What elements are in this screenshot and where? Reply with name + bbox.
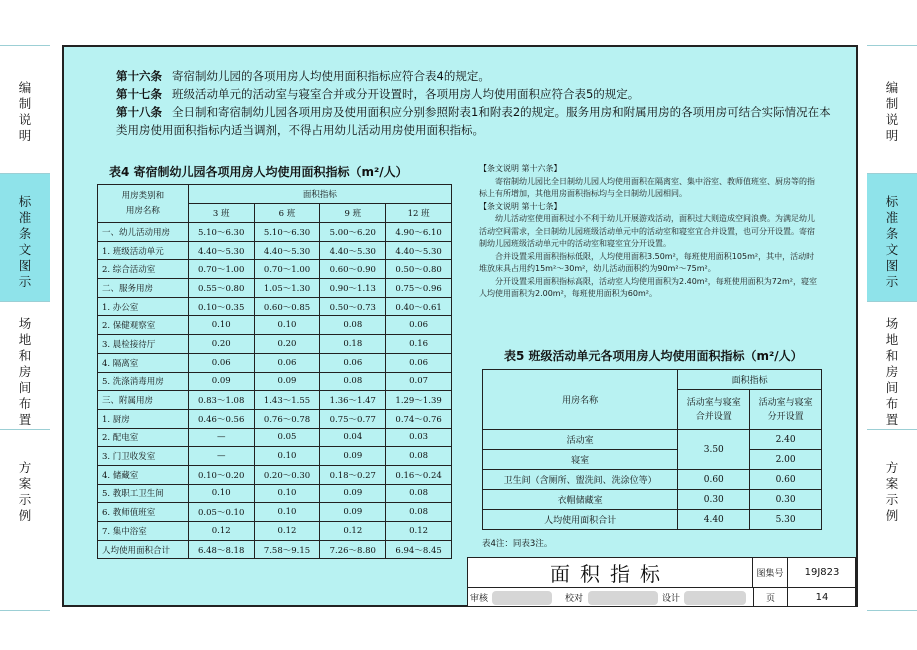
table4-row-name: 4. 储藏室 [98, 465, 189, 484]
table-row [98, 223, 452, 242]
table4-cell: 1.05～1.30 [254, 279, 320, 298]
review-signature [492, 591, 552, 605]
nav-char: 文 [885, 242, 899, 257]
table-row [98, 297, 452, 316]
table-row [98, 391, 452, 410]
table4-cell: 0.16 [386, 335, 452, 354]
nav-section-intro-right[interactable] [867, 45, 917, 173]
nav-char: 间 [885, 380, 899, 395]
nav-char: 编 [18, 80, 32, 95]
table-row [98, 484, 452, 503]
table4-row-name: 2. 保健观察室 [98, 316, 189, 335]
table4-cell: 0.10 [254, 484, 320, 503]
nav-char: 例 [885, 508, 899, 523]
nav-char: 标 [885, 194, 899, 209]
table4-cell: 0.70～1.00 [254, 260, 320, 279]
table-row [98, 353, 452, 372]
table4-cell: 1.43～1.55 [254, 391, 320, 410]
table4-cell: 0.83～1.08 [188, 391, 254, 410]
clause-16: 第十六条 寄宿制幼儿园的各项用房人均使用面积指标应符合表4的规定。 [116, 69, 490, 83]
nav-char: 文 [18, 242, 32, 257]
table4-cell: 0.76～0.78 [254, 409, 320, 428]
nav-section-intro[interactable] [0, 45, 50, 173]
table4-cell: 0.18 [320, 335, 386, 354]
table4-row-name: 3. 晨检接待厅 [98, 335, 189, 354]
table-row [98, 447, 452, 466]
nav-char: 和 [885, 348, 899, 363]
table4-cell: 0.75～0.96 [386, 279, 452, 298]
nav-char: 房 [18, 364, 32, 379]
table4-cell: 0.12 [320, 522, 386, 541]
page-number: 14 [815, 592, 829, 603]
table4-cell: 0.12 [254, 522, 320, 541]
table5-group-header: 面积指标 [678, 370, 822, 390]
table-row: 人均使用面积合计 4.40 5.30 [483, 510, 822, 530]
table-row [98, 409, 452, 428]
table4-cell: 0.10～0.20 [188, 465, 254, 484]
design-signature [684, 591, 746, 605]
table4-cell: 0.07 [386, 372, 452, 391]
table4-row-name: 3. 门卫收发室 [98, 447, 189, 466]
side-nav-right [867, 45, 917, 611]
nav-char: 说 [885, 112, 899, 127]
table4-cell: 0.50～0.80 [386, 260, 452, 279]
nav-char: 示 [885, 492, 899, 507]
table-row [98, 260, 452, 279]
table4-cell: 4.90～6.10 [386, 223, 452, 242]
nav-char: 地 [18, 332, 32, 347]
design-label: 设计 [661, 594, 680, 604]
page-label: 页 [753, 588, 788, 607]
atlas-label: 图集号 [753, 558, 788, 588]
nav-section-examples-right[interactable] [867, 429, 917, 611]
table4-row-name: 一、幼儿活动用房 [98, 223, 189, 242]
table4-cell: 0.75～0.77 [320, 409, 386, 428]
table4-cell: 0.20～0.30 [254, 465, 320, 484]
table4-cell: 0.74～0.76 [386, 409, 452, 428]
table4-cell: 0.50～0.73 [320, 297, 386, 316]
clause-18: 第十八条 全日制和寄宿制幼儿园各项用房及使用面积应分别参照附表1和附表2的规定。服务用房和附属用房的各项用房可结合实际情况在本类用房使用面积指标内适当调剂，不得占用幼儿活动用房使用面积指标。 [116, 105, 831, 137]
nav-section-standard-right[interactable] [867, 173, 917, 301]
table4-cell: 0.70～1.00 [188, 260, 254, 279]
table4 [97, 184, 452, 559]
clauses-block [116, 67, 836, 139]
table4-cell: 0.06 [254, 353, 320, 372]
nav-char: 方 [18, 460, 32, 475]
table4-cell: — [188, 447, 254, 466]
table4-row-name: 5. 洗涤消毒用房 [98, 372, 189, 391]
nav-char: 明 [18, 128, 32, 143]
table4-cell: 0.10～0.35 [188, 297, 254, 316]
table4-cell: 5.10～6.30 [188, 223, 254, 242]
nav-char: 置 [18, 412, 32, 427]
table4-cell: 0.20 [254, 335, 320, 354]
note-paragraph: 合并设置采用面积指标低限，人均使用面积3.50m²，每班使用面积105m²，其中，活动时堆放床具占用约15m²～30m²，幼儿活动面积约为90m²～75m²。 [479, 251, 815, 273]
nav-char: 图 [18, 258, 32, 273]
table4-cell: 0.10 [188, 316, 254, 335]
table-row [98, 335, 452, 354]
table4-cell: 4.40～5.30 [254, 241, 320, 260]
table4-cell: 0.90～1.13 [320, 279, 386, 298]
nav-char: 编 [885, 80, 899, 95]
clause-notes [479, 163, 819, 301]
nav-char: 说 [18, 112, 32, 127]
nav-char: 和 [18, 348, 32, 363]
nav-section-examples[interactable] [0, 429, 50, 611]
table4-cell: 0.46～0.56 [188, 409, 254, 428]
table4-cell: 0.08 [386, 503, 452, 522]
table4-row-name: 二、服务用房 [98, 279, 189, 298]
drawing-frame [62, 45, 858, 607]
table4-cell: — [188, 428, 254, 447]
table4-cell: 0.05～0.10 [188, 503, 254, 522]
nav-char: 布 [18, 396, 32, 411]
table-row [98, 316, 452, 335]
table4-cell: 5.00～6.20 [320, 223, 386, 242]
nav-char: 条 [885, 226, 899, 241]
table4-cell: 4.40～5.30 [320, 241, 386, 260]
nav-char: 示 [18, 492, 32, 507]
table-row: 活动室 3.50 2.40 [483, 430, 822, 450]
note-paragraph: 幼儿活动室使用面积过小不利于幼儿开展游戏活动，面积过大则造成空间浪费。为满足幼儿活动空间需求，全日制幼儿园班级活动单元中的活动室和寝室宜合并设置，也可分开设置。寄宿制幼儿园班级活动单元中的活动室和寝室宜分开设置。 [479, 214, 815, 248]
table4-row-name: 1. 班级活动单元 [98, 241, 189, 260]
table-row [98, 428, 452, 447]
drawing-title: 面积指标 [468, 558, 753, 588]
table4-cell: 5.10～6.30 [254, 223, 320, 242]
nav-char: 案 [885, 476, 899, 491]
table5-corner: 用房名称 [483, 370, 678, 430]
table4-caption: 表4 寄宿制幼儿园各项用房人均使用面积指标（m²/人） [109, 165, 408, 179]
nav-char: 制 [18, 96, 32, 111]
table4-cell: 0.04 [320, 428, 386, 447]
table5-col-separate: 活动室与寝室 分开设置 [750, 390, 822, 430]
table4-row-name: 人均使用面积合计 [98, 540, 189, 559]
nav-section-site[interactable] [0, 301, 50, 429]
side-nav-left [0, 45, 50, 611]
table4-cell: 0.10 [254, 503, 320, 522]
table4-cell: 0.60～0.90 [320, 260, 386, 279]
review-label: 审核 [469, 594, 488, 604]
table-row [98, 465, 452, 484]
table4-cell: 0.20 [188, 335, 254, 354]
table-row [98, 522, 452, 541]
table4-row-name: 7. 集中浴室 [98, 522, 189, 541]
nav-char: 置 [885, 412, 899, 427]
table4-cell: 6.48～8.18 [188, 540, 254, 559]
nav-section-site-right[interactable] [867, 301, 917, 429]
table4-cell: 0.09 [320, 503, 386, 522]
table4-cell: 1.29～1.39 [386, 391, 452, 410]
table4-cell: 4.40～5.30 [188, 241, 254, 260]
table4-cell: 0.08 [320, 372, 386, 391]
table4-cell: 0.05 [254, 428, 320, 447]
table4-cell: 0.09 [254, 372, 320, 391]
nav-char: 例 [18, 508, 32, 523]
table-row [98, 503, 452, 522]
table4-cell: 0.55～0.80 [188, 279, 254, 298]
table4-cell: 0.03 [386, 428, 452, 447]
table-row: 衣帽储藏室 0.30 0.30 [483, 490, 822, 510]
nav-char: 准 [885, 210, 899, 225]
table4-cell: 0.09 [188, 372, 254, 391]
table5-note: 表4注：同表3注。 [482, 539, 553, 549]
nav-char: 标 [18, 194, 32, 209]
table4-cell: 0.09 [320, 447, 386, 466]
note-paragraph: 寄宿制幼儿园比全日制幼儿园人均使用面积在隔离室、集中浴室、教师值班室、厨房等的指标上有所增加，其他用房面积指标均与全日制幼儿园相同。 [479, 176, 815, 198]
table4-row-name: 2. 综合活动室 [98, 260, 189, 279]
table4-cell: 0.08 [386, 484, 452, 503]
table-row: 卫生间（含厕所、盥洗间、洗涂位等） 0.60 0.60 [483, 470, 822, 490]
check-signature [588, 591, 658, 605]
nav-section-standard[interactable] [0, 173, 50, 301]
table4-cell: 0.10 [188, 484, 254, 503]
nav-char: 案 [18, 476, 32, 491]
nav-char: 房 [885, 364, 899, 379]
table4-col-header: 6 班 [254, 204, 320, 223]
nav-char: 示 [18, 274, 32, 289]
table5-col-combined: 活动室与寝室 合并设置 [678, 390, 750, 430]
table4-cell: 1.36～1.47 [320, 391, 386, 410]
table4-corner: 用房类别和 用房名称 [98, 185, 189, 223]
table4-cell: 0.06 [386, 353, 452, 372]
atlas-number: 19J823 [788, 558, 856, 588]
table-row [98, 372, 452, 391]
title-block [467, 557, 856, 607]
table4-cell: 4.40～5.30 [386, 241, 452, 260]
table4-cell: 0.09 [320, 484, 386, 503]
table4-row-name: 5. 教职工卫生间 [98, 484, 189, 503]
table4-cell: 0.08 [386, 447, 452, 466]
note-heading: 【条文说明 第十七条】 [479, 201, 562, 211]
table4-cell: 0.06 [386, 316, 452, 335]
table4-cell: 0.12 [386, 522, 452, 541]
nav-char: 明 [885, 128, 899, 143]
table4-cell: 0.10 [254, 316, 320, 335]
table4-cell: 7.58～9.15 [254, 540, 320, 559]
table4-col-header: 3 班 [188, 204, 254, 223]
table4-cell: 0.16～0.24 [386, 465, 452, 484]
table4-row-name: 1. 办公室 [98, 297, 189, 316]
table4-cell: 7.26～8.80 [320, 540, 386, 559]
table4-row-name: 三、附属用房 [98, 391, 189, 410]
table-row: 寝室 2.00 [483, 450, 822, 470]
table4-cell: 0.08 [320, 316, 386, 335]
nav-char: 间 [18, 380, 32, 395]
table4-col-header: 9 班 [320, 204, 386, 223]
nav-char: 布 [885, 396, 899, 411]
note-heading: 【条文说明 第十六条】 [479, 164, 562, 173]
table4-cell: 0.18～0.27 [320, 465, 386, 484]
note-paragraph: 分开设置采用面积指标高限，活动室人均使用面积为2.40m²，每班使用面积为72m²，寝室人均使用面积为2.00m²，每班使用面积为60m²。 [479, 276, 817, 298]
check-label: 校对 [564, 594, 583, 604]
table-row [98, 540, 452, 559]
nav-char: 准 [18, 210, 32, 225]
nav-char: 图 [885, 258, 899, 273]
table4-cell: 6.94～8.45 [386, 540, 452, 559]
nav-char: 条 [18, 226, 32, 241]
table-row [98, 279, 452, 298]
table4-cell: 0.60～0.85 [254, 297, 320, 316]
nav-char: 示 [885, 274, 899, 289]
table-row [98, 241, 452, 260]
table4-col-header: 12 班 [386, 204, 452, 223]
nav-char: 地 [885, 332, 899, 347]
table4-cell: 0.06 [320, 353, 386, 372]
table4-group-header: 面积指标 [188, 185, 451, 204]
clause-17: 第十七条 班级活动单元的活动室与寝室合并或分开设置时，各项用房人均使用面积应符合表5的规定。 [116, 87, 640, 101]
table4-row-name: 1. 厨房 [98, 409, 189, 428]
nav-char: 方 [885, 460, 899, 475]
table4-cell: 0.10 [254, 447, 320, 466]
table4-cell: 0.12 [188, 522, 254, 541]
table5 [482, 369, 822, 530]
nav-char: 制 [885, 96, 899, 111]
table4-cell: 0.40～0.61 [386, 297, 452, 316]
table4-row-name: 6. 教师值班室 [98, 503, 189, 522]
table4-cell: 0.06 [188, 353, 254, 372]
table5-caption: 表5 班级活动单元各项用房人均使用面积指标（m²/人） [504, 349, 803, 363]
table4-row-name: 4. 隔离室 [98, 353, 189, 372]
nav-char: 场 [18, 316, 32, 331]
table4-row-name: 2. 配电室 [98, 428, 189, 447]
nav-char: 场 [885, 316, 899, 331]
